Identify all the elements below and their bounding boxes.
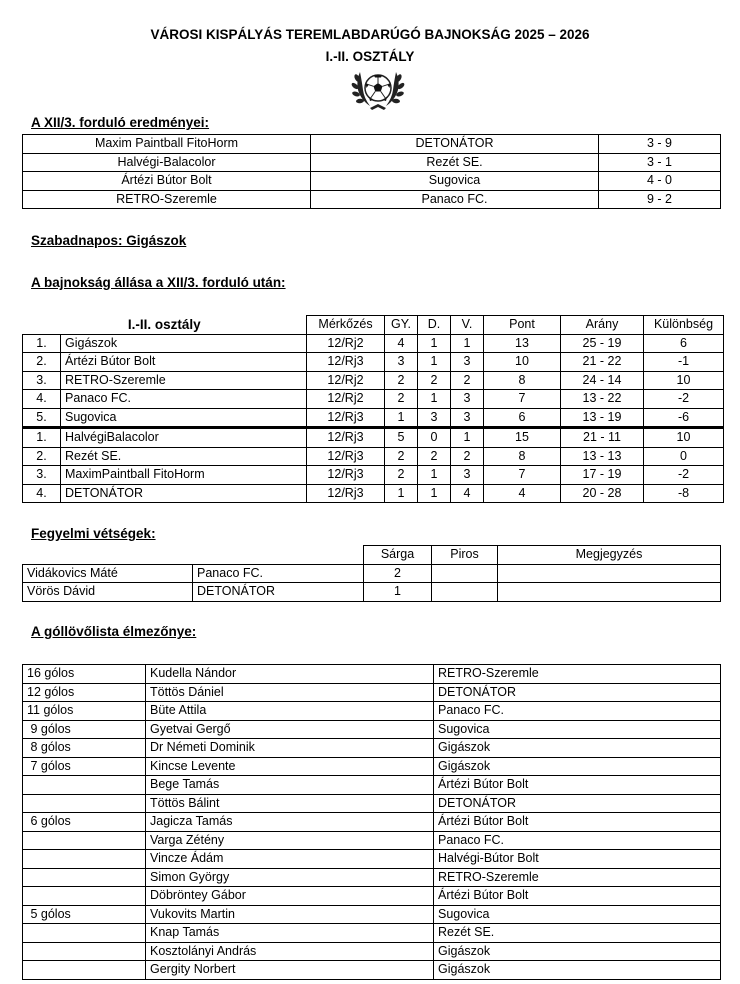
scorer-row	[23, 868, 721, 887]
player-name: Büte Attila	[146, 702, 434, 721]
wins: 2	[385, 447, 418, 466]
points: 10	[484, 353, 561, 372]
score: 4 - 0	[599, 172, 721, 191]
goal-difference: -2	[644, 390, 724, 409]
matches: 12/Rj2	[307, 334, 385, 353]
player-name: Jagicza Tamás	[146, 813, 434, 832]
results-table	[22, 134, 721, 209]
goal-count	[23, 794, 146, 813]
bye-text: Szabadnapos: Gigászok	[31, 233, 187, 248]
team-name: Rezét SE.	[61, 447, 307, 466]
matches: 12/Rj3	[307, 447, 385, 466]
away-team: Rezét SE.	[311, 153, 599, 172]
empty-cell	[23, 546, 193, 565]
position: 1.	[23, 334, 61, 353]
col-header-draws: D.	[418, 316, 451, 335]
scorer-row	[23, 702, 721, 721]
team-name: Gigászok	[434, 739, 721, 758]
team-name: DETONÁTOR	[61, 484, 307, 503]
goal-ratio: 25 - 19	[561, 334, 644, 353]
standings-row	[23, 484, 724, 503]
standings-row	[23, 334, 724, 353]
goal-count: 11 gólos	[23, 702, 146, 721]
goal-difference: 10	[644, 371, 724, 390]
wins: 2	[385, 371, 418, 390]
points: 13	[484, 334, 561, 353]
team-name: Gigászok	[434, 961, 721, 980]
team-name: Panaco FC.	[193, 564, 364, 583]
score: 9 - 2	[599, 190, 721, 209]
standings-row	[23, 428, 724, 448]
discipline-row	[23, 564, 721, 583]
scorer-row	[23, 850, 721, 869]
points: 4	[484, 484, 561, 503]
draws: 3	[418, 408, 451, 428]
home-team: Ártézi Bútor Bolt	[23, 172, 311, 191]
goal-count: 16 gólos	[23, 665, 146, 684]
scorer-row	[23, 665, 721, 684]
team-name: RETRO-Szeremle	[434, 665, 721, 684]
player-name: Kudella Nándor	[146, 665, 434, 684]
scorer-row	[23, 794, 721, 813]
away-team: DETONÁTOR	[311, 135, 599, 154]
scorer-row	[23, 813, 721, 832]
points: 8	[484, 371, 561, 390]
points: 15	[484, 428, 561, 448]
result-row	[23, 153, 721, 172]
player-name: Kincse Levente	[146, 757, 434, 776]
scorer-row	[23, 739, 721, 758]
standings-heading: A bajnokság állása a XII/3. forduló után:	[31, 275, 286, 290]
team-name: Ártézi Bútor Bolt	[434, 776, 721, 795]
team-name: Sugovica	[61, 408, 307, 428]
scorer-row	[23, 905, 721, 924]
goal-ratio: 13 - 22	[561, 390, 644, 409]
player-name: Gyetvai Gergő	[146, 720, 434, 739]
goal-difference: -8	[644, 484, 724, 503]
player-name: Töttös Dániel	[146, 683, 434, 702]
team-name: RETRO-Szeremle	[434, 868, 721, 887]
losses: 2	[451, 447, 484, 466]
goal-ratio: 13 - 19	[561, 408, 644, 428]
wins: 2	[385, 466, 418, 485]
home-team: Halvégi-Balacolor	[23, 153, 311, 172]
points: 7	[484, 390, 561, 409]
position: 5.	[23, 408, 61, 428]
scorer-row	[23, 683, 721, 702]
wins: 1	[385, 408, 418, 428]
position: 4.	[23, 484, 61, 503]
goal-ratio: 17 - 19	[561, 466, 644, 485]
scorer-row	[23, 776, 721, 795]
yellow-cards: 2	[364, 564, 432, 583]
player-name: Varga Zétény	[146, 831, 434, 850]
player-name: Dr Németi Dominik	[146, 739, 434, 758]
draws: 2	[418, 371, 451, 390]
discipline-heading: Fegyelmi vétségek:	[31, 526, 156, 541]
team-name: Halvégi-Bútor Bolt	[434, 850, 721, 869]
discipline-header-row	[23, 546, 721, 565]
losses: 3	[451, 408, 484, 428]
team-name: Panaco FC.	[434, 702, 721, 721]
wins: 4	[385, 334, 418, 353]
team-name: DETONÁTOR	[434, 683, 721, 702]
col-header-wins: GY.	[385, 316, 418, 335]
wins: 1	[385, 484, 418, 503]
draws: 0	[418, 428, 451, 448]
team-name: HalvégiBalacolor	[61, 428, 307, 448]
note	[498, 564, 721, 583]
col-header-points: Pont	[484, 316, 561, 335]
team-name: Sugovica	[434, 905, 721, 924]
wins: 2	[385, 390, 418, 409]
scorer-row	[23, 757, 721, 776]
goal-count	[23, 961, 146, 980]
position: 3.	[23, 371, 61, 390]
matches: 12/Rj3	[307, 408, 385, 428]
away-team: Panaco FC.	[311, 190, 599, 209]
scorer-row	[23, 720, 721, 739]
points: 8	[484, 447, 561, 466]
goal-ratio: 24 - 14	[561, 371, 644, 390]
losses: 3	[451, 466, 484, 485]
team-name: Panaco FC.	[434, 831, 721, 850]
player-name: Vincze Ádám	[146, 850, 434, 869]
team-name: Rezét SE.	[434, 924, 721, 943]
losses: 2	[451, 371, 484, 390]
goal-count	[23, 887, 146, 906]
team-name: Gigászok	[61, 334, 307, 353]
document-title: VÁROSI KISPÁLYÁS TEREMLABDARÚGÓ BAJNOKSÁG 2025 – 2026	[150, 27, 590, 42]
division-label: I.-II. osztály	[127, 317, 201, 332]
player-name: Simon György	[146, 868, 434, 887]
goal-ratio: 21 - 11	[561, 428, 644, 448]
player-name: Töttös Bálint	[146, 794, 434, 813]
scorers-heading: A góllövőlista élmezőnye:	[31, 624, 197, 639]
goal-difference: 0	[644, 447, 724, 466]
draws: 1	[418, 466, 451, 485]
goal-count	[23, 831, 146, 850]
player-name: Knap Tamás	[146, 924, 434, 943]
standings-row	[23, 390, 724, 409]
result-row	[23, 190, 721, 209]
wins: 5	[385, 428, 418, 448]
scorer-row	[23, 887, 721, 906]
matches: 12/Rj3	[307, 428, 385, 448]
standings-row	[23, 447, 724, 466]
goal-count: 12 gólos	[23, 683, 146, 702]
player-name: Vidákovics Máté	[23, 564, 193, 583]
goal-count: 8 gólos	[23, 739, 146, 758]
matches: 12/Rj2	[307, 390, 385, 409]
draws: 1	[418, 334, 451, 353]
standings-row	[23, 408, 724, 428]
scorer-row	[23, 961, 721, 980]
empty-cell	[193, 546, 364, 565]
col-header-red: Piros	[432, 546, 498, 565]
red-cards	[432, 564, 498, 583]
position: 1.	[23, 428, 61, 448]
scorers-table	[22, 664, 721, 980]
goal-count: 6 gólos	[23, 813, 146, 832]
scorer-row	[23, 942, 721, 961]
team-name: MaximPaintball FitoHorm	[61, 466, 307, 485]
draws: 2	[418, 447, 451, 466]
soccer-ball-laurel-icon	[350, 64, 406, 114]
col-header-yellow: Sárga	[364, 546, 432, 565]
score: 3 - 9	[599, 135, 721, 154]
goal-count	[23, 924, 146, 943]
losses: 4	[451, 484, 484, 503]
wins: 3	[385, 353, 418, 372]
team-name: Ártézi Bútor Bolt	[61, 353, 307, 372]
team-name: Gigászok	[434, 942, 721, 961]
scorer-row	[23, 924, 721, 943]
standings-table	[22, 315, 724, 503]
home-team: RETRO-Szeremle	[23, 190, 311, 209]
losses: 3	[451, 353, 484, 372]
result-row	[23, 172, 721, 191]
points: 7	[484, 466, 561, 485]
red-cards	[432, 583, 498, 602]
goal-count: 9 gólos	[23, 720, 146, 739]
goal-difference: -6	[644, 408, 724, 428]
goal-difference: -2	[644, 466, 724, 485]
team-name: Ártézi Bútor Bolt	[434, 887, 721, 906]
player-name: Kosztolányi András	[146, 942, 434, 961]
col-header-losses: V.	[451, 316, 484, 335]
player-name: Vörös Dávid	[23, 583, 193, 602]
results-heading: A XII/3. forduló eredményei:	[31, 115, 210, 130]
team-name: Gigászok	[434, 757, 721, 776]
away-team: Sugovica	[311, 172, 599, 191]
draws: 1	[418, 484, 451, 503]
home-team: Maxim Paintball FitoHorm	[23, 135, 311, 154]
team-name: Ártézi Bútor Bolt	[434, 813, 721, 832]
col-header-difference: Különbség	[644, 316, 724, 335]
yellow-cards: 1	[364, 583, 432, 602]
goal-difference: 10	[644, 428, 724, 448]
player-name: Döbröntey Gábor	[146, 887, 434, 906]
goal-ratio: 13 - 13	[561, 447, 644, 466]
standings-header-row	[23, 316, 724, 335]
goal-ratio: 21 - 22	[561, 353, 644, 372]
position: 4.	[23, 390, 61, 409]
losses: 3	[451, 390, 484, 409]
matches: 12/Rj3	[307, 484, 385, 503]
discipline-table	[22, 545, 721, 602]
group-1-rows	[23, 334, 724, 428]
result-row	[23, 135, 721, 154]
matches: 12/Rj3	[307, 353, 385, 372]
score: 3 - 1	[599, 153, 721, 172]
goal-ratio: 20 - 28	[561, 484, 644, 503]
goal-count: 7 gólos	[23, 757, 146, 776]
draws: 1	[418, 390, 451, 409]
note	[498, 583, 721, 602]
draws: 1	[418, 353, 451, 372]
player-name: Vukovits Martin	[146, 905, 434, 924]
group-2-rows	[23, 428, 724, 503]
position: 2.	[23, 447, 61, 466]
standings-row	[23, 466, 724, 485]
player-name: Bege Tamás	[146, 776, 434, 795]
matches: 12/Rj3	[307, 466, 385, 485]
losses: 1	[451, 428, 484, 448]
goal-count	[23, 850, 146, 869]
goal-count	[23, 868, 146, 887]
goal-count	[23, 776, 146, 795]
team-name: Sugovica	[434, 720, 721, 739]
team-name: DETONÁTOR	[434, 794, 721, 813]
scorer-row	[23, 831, 721, 850]
discipline-row	[23, 583, 721, 602]
team-name: Panaco FC.	[61, 390, 307, 409]
team-name: DETONÁTOR	[193, 583, 364, 602]
col-header-note: Megjegyzés	[498, 546, 721, 565]
goal-difference: 6	[644, 334, 724, 353]
matches: 12/Rj2	[307, 371, 385, 390]
player-name: Gergity Norbert	[146, 961, 434, 980]
position: 3.	[23, 466, 61, 485]
goal-count	[23, 942, 146, 961]
goal-difference: -1	[644, 353, 724, 372]
col-header-ratio: Arány	[561, 316, 644, 335]
document-subtitle: I.-II. OSZTÁLY	[325, 49, 415, 64]
losses: 1	[451, 334, 484, 353]
position: 2.	[23, 353, 61, 372]
team-name: RETRO-Szeremle	[61, 371, 307, 390]
points: 6	[484, 408, 561, 428]
col-header-matches: Mérkőzés	[307, 316, 385, 335]
standings-row	[23, 371, 724, 390]
goal-count: 5 gólos	[23, 905, 146, 924]
standings-row	[23, 353, 724, 372]
